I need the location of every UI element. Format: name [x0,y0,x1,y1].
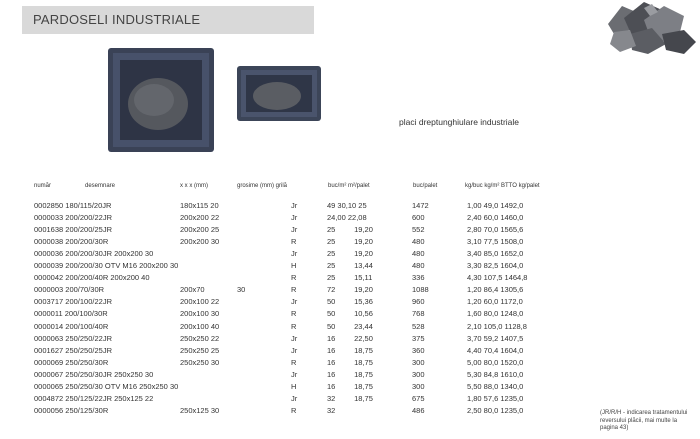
cell-dimensions: 200x100 40 [180,321,220,331]
cell-buc-m2: 25 19,20 [327,237,373,247]
cell-buc-palet: 486 [412,405,425,415]
cell-dimensions: 250x250 30 [180,357,220,367]
col-buc-palet: buc/palet [413,183,438,189]
cell-kg: 3,30 82,5 1604,0 [467,261,524,271]
cell-buc-palet: 1088 [412,285,429,295]
tile-image-rectangular [237,66,321,121]
cell-kg: 5,50 88,0 1340,0 [467,381,524,391]
cell-type: Jr [291,333,298,343]
col-kg: kg/buc kg/m² BTTO kg/palet [465,183,540,189]
cell-buc-palet: 528 [412,321,425,331]
cell-buc-palet: 600 [412,213,425,223]
cell-kg: 4,30 107,5 1464,8 [467,273,528,283]
cell-buc-m2: 25 19,20 [327,225,373,235]
cell-dimensions: 250x250 22 [180,333,220,343]
cell-code-name: 0001638 200/200/25JR [34,225,112,235]
cell-buc-m2: 16 22,50 [327,333,373,343]
cell-thickness: 30 [237,285,246,295]
cell-type: R [291,405,297,415]
cell-kg: 3,70 59,2 1407,5 [467,333,524,343]
col-cod: număr [34,183,52,189]
cell-dimensions: 200x200 25 [180,225,220,235]
cell-type: R [291,321,297,331]
cell-buc-palet: 375 [412,333,425,343]
cell-code-name: 0000038 200/200/30R [34,237,109,247]
cell-buc-palet: 300 [412,381,425,391]
cell-dimensions: 250x125 30 [180,405,220,415]
cell-buc-palet: 480 [412,249,425,259]
cell-kg: 2,50 80,0 1235,0 [467,405,524,415]
cell-kg: 2,40 60,0 1460,0 [467,213,524,223]
cell-code-name: 0000003 200/70/30R [34,285,105,295]
cell-dimensions: 200x70 [180,285,205,295]
cell-dimensions: 200x200 22 [180,213,220,223]
stone-pile-image [600,0,700,56]
cell-type: Jr [291,369,298,379]
cell-kg: 1,20 86,4 1305,6 [467,285,524,295]
cell-type: H [291,261,297,271]
cell-kg: 2,10 105,0 1128,8 [467,321,527,331]
cell-kg: 3,40 85,0 1652,0 [467,249,524,259]
cell-kg: 3,10 77,5 1508,0 [467,237,524,247]
cell-kg: 1,20 60,0 1172,0 [467,297,523,307]
section-header [22,6,314,34]
cell-code-name: 0000036 200/200/30JR 200x200 30 [34,249,154,259]
cell-kg: 5,30 84,8 1610,0 [467,369,524,379]
cell-dimensions: 200x200 30 [180,237,220,247]
cell-buc-m2: 16 18,75 [327,357,373,367]
cell-kg: 5,00 80,0 1520,0 [467,357,524,367]
cell-buc-m2: 49 30,10 25 [327,201,367,210]
cell-buc-palet: 552 [412,225,425,235]
cell-buc-m2: 16 18,75 [327,345,373,355]
cell-buc-m2: 50 10,56 [327,309,373,319]
cell-buc-m2: 50 15,36 [327,297,373,307]
cell-buc-palet: 480 [412,237,425,247]
cell-code-name: 0000069 250/250/30R [34,357,109,367]
cell-buc-m2: 72 19,20 [327,285,373,295]
cell-code-name: 0000033 200/200/22JR [34,213,112,223]
cell-code-name: 0000067 250/250/30JR 250x250 30 [34,369,154,379]
cell-type: Jr [291,213,298,223]
cell-kg: 1,60 80,0 1248,0 [467,309,524,319]
cell-type: R [291,237,297,247]
cell-code-name: 0000063 250/250/22JR [34,333,112,343]
cell-type: R [291,285,297,295]
cell-code-name: 0002850 180/115/20JR [34,201,112,210]
cell-type: Jr [291,249,298,259]
cell-type: Jr [291,225,298,235]
cell-buc-m2: 32 [327,405,336,415]
cell-buc-palet: 768 [412,309,425,319]
col-grosime: grosime (mm) grilă [237,183,288,189]
cell-buc-m2: 25 15,11 [327,273,373,283]
product-caption: placi dreptunghiulare industriale [399,117,520,127]
cell-buc-m2: 32 18,75 [327,393,373,403]
cell-code-name: 0000042 200/200/40R 200x200 40 [34,273,150,283]
cell-type: R [291,357,297,367]
cell-dimensions: 250x250 25 [180,345,220,355]
cell-code-name: 0003717 200/100/22JR [34,297,112,307]
cell-type: R [291,273,297,283]
cell-buc-m2: 16 18,75 [327,369,373,379]
cell-type: Jr [291,393,298,403]
cell-code-name: 0000011 200/100/30R [34,309,108,319]
cell-type: H [291,381,297,391]
cell-type: Jr [291,201,298,210]
cell-kg: 1,00 49,0 1492,0 [467,201,524,210]
cell-buc-m2: 24,00 22,08 [327,213,367,223]
cell-buc-m2: 50 23,44 [327,321,373,331]
cell-dimensions: 180x115 20 [180,201,219,210]
cell-buc-palet: 300 [412,357,425,367]
tile-image-square [108,48,214,152]
cell-dimensions: 200x100 30 [180,309,220,319]
cell-buc-palet: 300 [412,369,425,379]
cell-code-name: 0000039 200/200/30 OTV M16 200x200 30 [34,261,179,271]
section-title: PARDOSELI INDUSTRIALE [33,12,201,27]
cell-kg: 1,80 57,6 1235,0 [467,393,524,403]
cell-buc-palet: 360 [412,345,425,355]
footnote: (JR/R/H - indicarea tratamentului reversului plăcii, mai multe la pagina 43) [600,410,688,431]
col-denumire: desemnare [85,183,116,189]
cell-buc-palet: 1472 [412,201,429,210]
cell-buc-m2: 25 13,44 [327,261,373,271]
cell-buc-m2: 16 18,75 [327,381,373,391]
cell-code-name: 0004872 250/125/22JR 250x125 22 [34,393,154,403]
cell-buc-palet: 675 [412,393,425,403]
col-buc-m2: buc/m² m²/palet [328,183,370,189]
cell-buc-palet: 960 [412,297,425,307]
cell-kg: 4,40 70,4 1604,0 [467,345,524,355]
cell-type: Jr [291,345,298,355]
col-dim: x x x (mm) [180,183,208,189]
cell-buc-palet: 336 [412,273,425,283]
cell-buc-palet: 480 [412,261,425,271]
cell-buc-m2: 25 19,20 [327,249,373,259]
cell-code-name: 0000056 250/125/30R [34,405,109,415]
cell-type: R [291,309,297,319]
cell-kg: 2,80 70,0 1565,6 [467,225,524,235]
cell-code-name: 0001627 250/250/25JR [34,345,112,355]
cell-dimensions: 200x100 22 [180,297,220,307]
cell-code-name: 0000065 250/250/30 OTV M16 250x250 30 [34,381,179,391]
cell-type: Jr [291,297,298,307]
cell-code-name: 0000014 200/100/40R [34,321,109,331]
